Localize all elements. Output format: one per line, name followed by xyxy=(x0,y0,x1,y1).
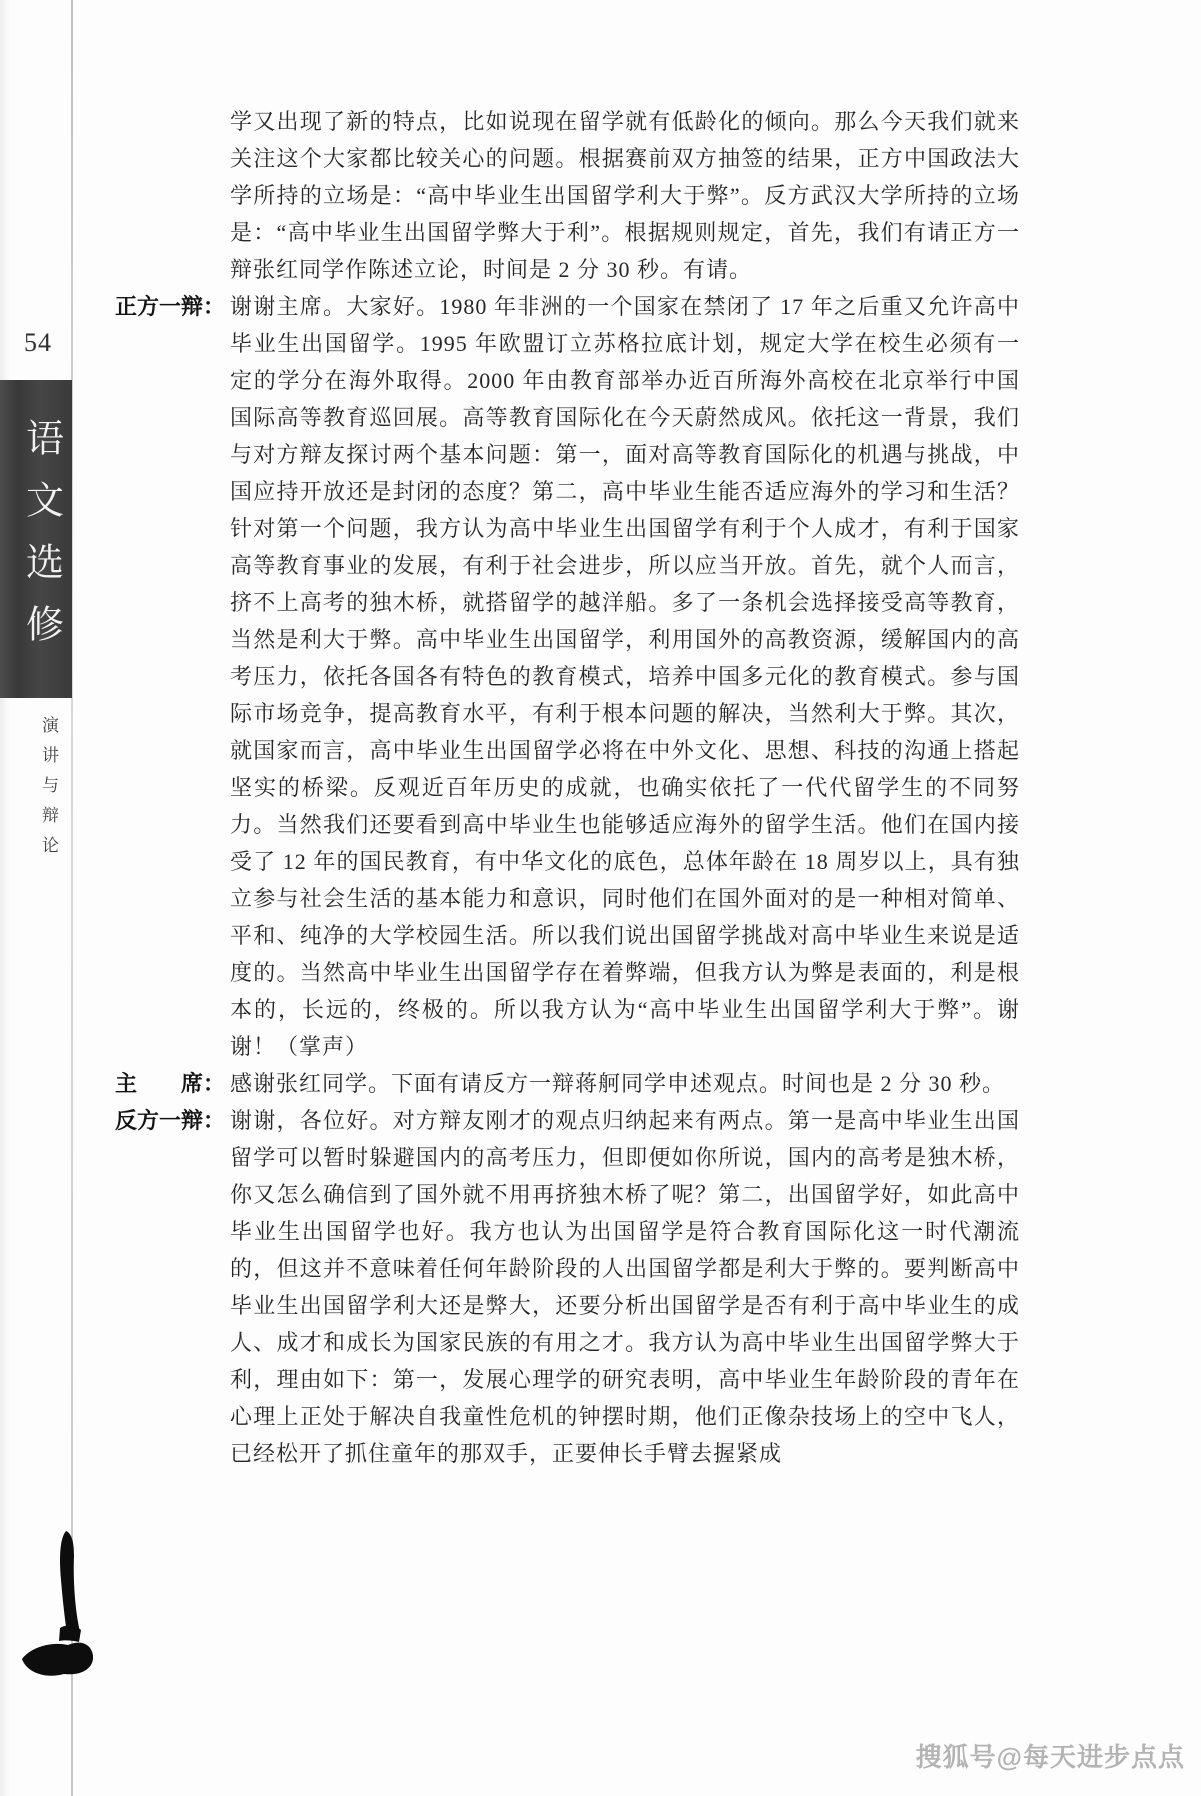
ink-brush-mark-icon xyxy=(16,1528,98,1690)
series-banner xyxy=(0,380,72,698)
main-text-column xyxy=(115,103,1020,1472)
watermark: 搜狐号@每天进步点点 xyxy=(915,1742,1185,1772)
speech-text: 谢谢主席。大家好。1980 年非洲的一个国家在禁闭了 17 年之后重又允许高中毕业生出国留学。1995 年欧盟订立苏格拉底计划，规定大学在校生必须有一定的学分在海外取得。2000 年由教育部举办近百所海外高校在北京举行中国国际高等教育巡回展。高等教育国际化在今天蔚然成风。依托这一背景，我们与对方辩友探讨两个基本问题：第一，面对高等教育国际化的机遇与挑战，中国应持开放还是封闭的态度？第二，高中毕业生能否适应海外的学习和生活？针对第一个问题，我方认为高中毕业生出国留学有利于个人成才，有利于国家高等教育事业的发展，有利于社会进步，所以应当开放。首先，就个人而言，挤不上高考的独木桥，就搭留学的越洋船。多了一条机会选择接受高等教育，当然是利大于弊。高中毕业生出国留学，利用国外的高教资源，缓解国内的高考压力，依托各国各有特色的教育模式，培养中国多元化的教育模式。参与国际市场竞争，提高教育水平，有利于根本问题的解决，当然利大于弊。其次，就国家而言，高中毕业生出国留学必将在中外文化、思想、科技的沟通上搭起坚实的桥梁。反观近百年历史的成就，也确实依托了一代代留学生的不同努力。当然我们还要看到高中毕业生也能够适应海外的留学生活。他们在国内接受了 12 年的国民教育，有中华文化的底色，总体年龄在 18 周岁以上，具有独立参与社会生活的基本能力和意识，同时他们在国外面对的是一种相对简单、平和、纯净的大学校园生活。所以我们说出国留学挑战对高中毕业生来说是适度的。当然高中毕业生出国留学存在着弊端，但我方认为弊是表面的，利是根本的，长远的，终极的。所以我方认为“高中毕业生出国留学利大于弊”。谢谢！（掌声） xyxy=(230,294,1020,1059)
speaker-label: 正方一辩： xyxy=(115,294,226,319)
speech-text: 谢谢，各位好。对方辩友刚才的观点归纳起来有两点。第一是高中毕业生出国留学可以暂时躲避国内的高考压力，但即便如你所说，国内的高考是独木桥，你又怎么确信到了国外就不用再挤独木桥了呢？第二，出国留学好，如此高中毕业生出国留学也好。我方也认为出国留学是符合教育国际化这一时代潮流的，但这并不意味着任何年龄阶段的人出国留学都是利大于弊的。要判断高中毕业生出国留学利大还是弊大，还要分析出国留学是否有利于高中毕业生的成人、成才和成长为国家民族的有用之才。我方认为高中毕业生出国留学弊大于利，理由如下：第一，发展心理学的研究表明，高中毕业生年龄阶段的青年在心理上正处于解决自我童性危机的钟摆时期，他们正像杂技场上的空中飞人，已经松开了抓住童年的那双手，正要伸长手臂去握紧成 xyxy=(230,1108,1020,1466)
page-fold-line xyxy=(71,0,73,1796)
paragraph-continuation: 学又出现了新的特点，比如说现在留学就有低龄化的倾向。那么今天我们就来关注这个大家都比较关心的问题。根据赛前双方抽签的结果，正方中国政法大学所持的立场是：“高中毕业生出国留学利大于弊”。反方武汉大学所持的立场是：“高中毕业生出国留学弊大于利”。根据规则规定，首先，我们有请正方一辩张红同学作陈述立论，时间是 2 分 30 秒。有请。 xyxy=(230,109,1020,282)
speaker-label: 反方一辩： xyxy=(115,1108,226,1133)
page-number: 54 xyxy=(24,328,52,357)
speech-block-affirmative xyxy=(115,288,1020,1065)
book-subtitle: 演讲与辩论 xyxy=(39,716,58,866)
speech-text: 感谢张红同学。下面有请反方一辩蒋舸同学申述观点。时间也是 2 分 30 秒。 xyxy=(230,1071,1006,1096)
speech-block-chair xyxy=(115,1065,1020,1102)
speaker-label: 主 席： xyxy=(115,1071,226,1096)
speech-block-negative xyxy=(115,1102,1020,1472)
series-title: 语文选修 xyxy=(19,418,62,666)
